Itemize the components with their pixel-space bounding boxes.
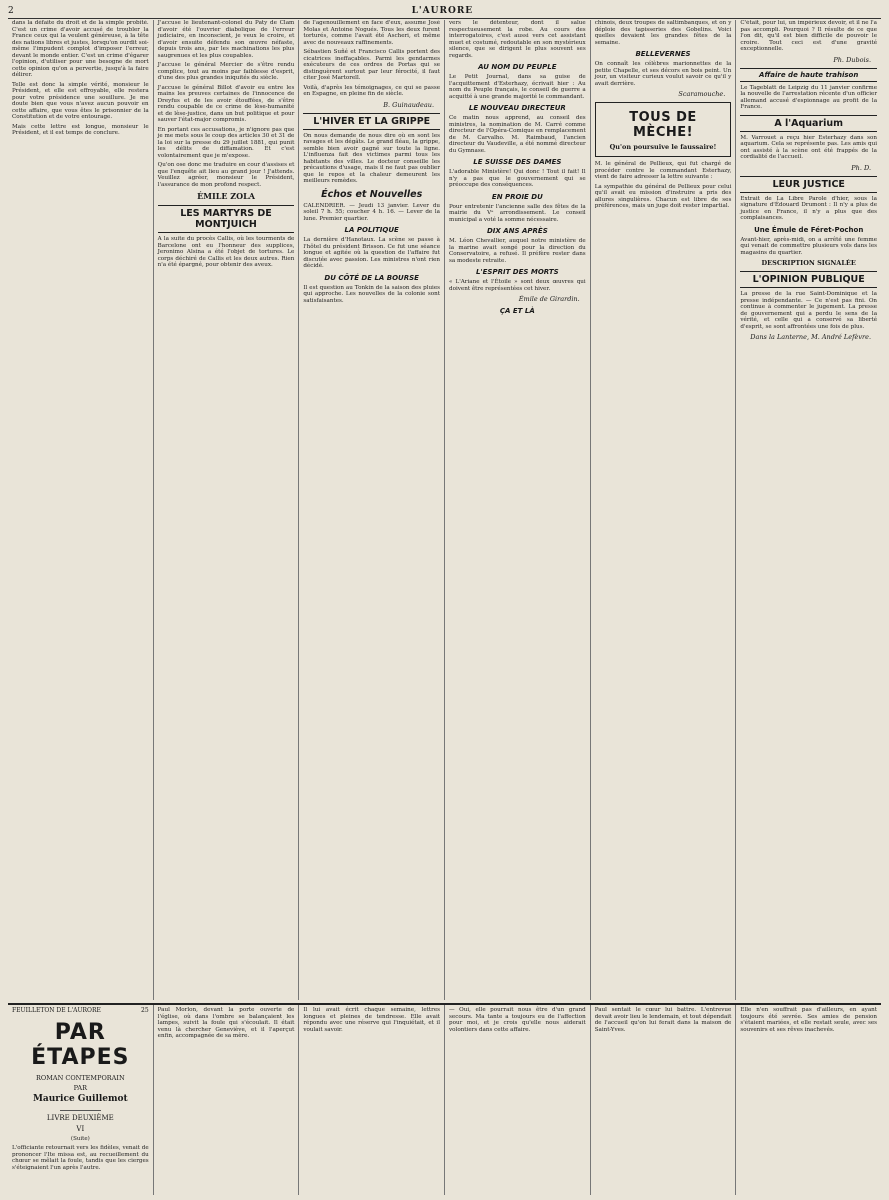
headline-box [595, 102, 732, 157]
column-6 [736, 20, 881, 1000]
feuilleton-column [445, 1005, 591, 1195]
paragraph: Il est question au Tonkin de la saison des pluies qui approche. Les nouvelles de la colonie sont satisfaisantes. [303, 284, 441, 304]
subsection-heading: L'ESPRIT DES MORTS [476, 268, 559, 276]
signature: B. Guinaudeau. [383, 100, 435, 109]
paragraph: La dernière d'Hanotaux. La scène se passe à l'hôtel du président Brisson. Ce fut une séance longue et agitée où la question de l'affaire fut discutée avec passion. Les ministres n'ont rien décidé. [303, 237, 441, 269]
novel-subtitle: ROMAN CONTEMPORAIN [36, 1074, 125, 1082]
divider [60, 1110, 101, 1111]
novel-author: Maurice Guillemot [32, 1094, 128, 1104]
feuilleton-title-column [8, 1005, 154, 1195]
paragraph: M. le général de Pellieux, qui fut chargé de procéder contre le commandant Esterhazy, vient de faire adresser la lettre suivante : [594, 161, 732, 180]
paragraph: vers le détenteur, dont il salue respectueusement la robe. Au cours des interrogatoires, c'est aussi vers cet assistant muet et costumé, redoutable en son mystérieux silence, que se dirigent le plus souvent ses regards. [449, 20, 586, 59]
subsection-heading: AU NOM DU PEUPLE [478, 63, 557, 71]
novel-title: PAR ÉTAPES [31, 1020, 130, 1070]
subsection-heading: Affaire de haute trahison [740, 68, 877, 82]
paragraph: Le Petit Journal, dans sa guise de l'acquittement d'Esterhazy, écrivait hier : Au nom du Peuple français, le conseil de guerre a acquitté à une grande majorité le commandant. [449, 74, 586, 100]
book-label: LIVRE DEUXIÈME [46, 1114, 114, 1122]
section-heading: L'OPINION PUBLIQUE [740, 271, 877, 288]
paragraph: J'accuse le lieutenant-colonel du Paty de Clam d'avoir été l'ouvrier diabolique de l'erreur judiciaire, en inconscient, je veux le croire, et d'avoir ensuite défendu son œuvre néfaste, depuis trois ans, par les machinations les plus saugrenues et les plus coupables. [157, 20, 295, 59]
feuilleton-section [8, 1003, 881, 1195]
feuilleton-column [736, 1005, 881, 1195]
section-heading: Échos et Nouvelles [321, 188, 423, 200]
novel-par: PAR [73, 1084, 88, 1092]
paragraph: J'accuse le général Mercier de s'être rendu complice, tout au moins par faiblesse d'esprit, d'une des plus grandes iniquités du siècle. [157, 62, 295, 81]
column-5 [591, 20, 737, 1000]
subsection-heading: ÇA ET LÀ [499, 307, 535, 315]
column-4 [445, 20, 591, 1000]
page-header [8, 4, 881, 19]
subsection-heading: LE SUISSE DES DAMES [473, 158, 562, 166]
paragraph: L'adorable Ministère! Qui donc ! Tout il fait! Il n'y a pas que le gouvernement qui se préoccupe des conséquences. [449, 169, 586, 188]
section-heading: A l'Aquarium [740, 115, 877, 132]
paragraph: On nous demande de nous dire où en sont les ravages et les dégâts. Le grand fléau, la grippe, semble bien avoir gagné sur toute la ligne. L'influenza fait des victimes parmi tous les habitants des villes. Le docteur conseille les précautions d'usage, mais il ne faut pas oublier que le repos et la chaleur demeurent les meilleurs remèdes. [303, 132, 441, 184]
section-heading: LES MARTYRS DE MONTJUICH [158, 205, 295, 233]
paragraph: Avant-hier, après-midi, on a arrêté une femme qui venait de commettre plusieurs vols dans les magasins du quartier. [740, 236, 878, 256]
feuilleton-column [299, 1005, 445, 1195]
paragraph: de l'agenouillement en face d'eux, assume José Molas et Antoine Nogués. Tous les deux furent torturés, comme l'avait été Ascheri, et même avec de nouveaux raffinements. [303, 20, 441, 46]
feuilleton-name: FEUILLETON DE L'AURORE [12, 1007, 101, 1014]
paragraph: Paul sentait le cœur lui battre. L'entrevue devait avoir lieu le lendemain, et tout dépendait de l'accueil qu'on lui ferait dans la maison de Saint-Yves. [594, 1007, 732, 1033]
signature: Émile de Girardin. [518, 295, 580, 303]
section-heading: L'HIVER ET LA GRIPPE [303, 113, 440, 130]
paragraph: Pour entretenir l'ancienne salle des fêtes de la mairie du Vᵉ arrondissement. Le conseil municipal a voté la somme nécessaire. [449, 203, 586, 223]
feuilleton-column [154, 1005, 300, 1195]
paragraph: M. Léon Chevallier, auquel notre ministère de la marine avait songé pour la direction du Conservatoire, a refusé. Il préfère rester dans sa modeste retraite. [449, 238, 586, 264]
headline-subtitle: Qu'on poursuive le faussaire! [609, 143, 717, 151]
paragraph: chinois, deux troupes de saltimbanques, et on y déploie des tapisseries des Gobelins. Voici quelles devaient les grandes fêtes de la semaine. [594, 20, 732, 46]
section-heading: Une Émule de Féret-Pochon [754, 225, 864, 234]
chapter-number: VI [76, 1125, 85, 1133]
paragraph: L'officiante retournait vers les fidèles, venait de prononcer l'Ite missa est, au recueillement du chœur se mêlait la foule, tandis que les cierges s'éteignaient l'un après l'autre. [12, 1145, 149, 1171]
paragraph: C'était, pour lui, un impérieux devoir, et il ne l'a pas accompli. Pourquoi ? Il résulte de ce que l'on dit, qu'il est bien difficile de pouvoir le croire. Tout ceci est d'une gravité exceptionnelle. [740, 20, 878, 52]
masthead: L'AURORE [411, 6, 474, 16]
paragraph: Il lui avait écrit chaque semaine, lettres longues et pleines de tendresse. Elle avait répondu avec une réserve qui l'inquiétait, et il voulait savoir. [303, 1007, 441, 1033]
paragraph: En portant ces accusations, je n'ignore pas que je me mets sous le coup des articles 30 et 31 de la loi sur la presse du 29 juillet 1881, qui punit les délits de diffamation. Et c'est volontairement que je m'expose. [157, 126, 295, 159]
signature: Scaramouche. [678, 90, 726, 98]
signature: Ph. Dubois. [833, 55, 872, 64]
paragraph: CALENDRIER. — Jeudi 13 janvier. Lever du soleil 7 h. 55; coucher 4 h. 16. — Lever de la lune. Premier quartier. [303, 202, 441, 222]
paragraph: — Oui, elle pourrait nous être d'un grand secours. Ma tante a toujours eu de l'affection pour moi, et je crois qu'elle nous aiderait volontiers dans cette affaire. [449, 1007, 586, 1033]
subheading: DESCRIPTION SIGNALÉE [761, 259, 856, 267]
paragraph: Paul Morlon, devant la porte ouverte de l'église, où dans l'ombre se balançaient les lampes, suivit la foule qui s'écoulait. Il était venu là chercher Geneviève, et il l'aperçut enfin, accompagnée de sa mère. [157, 1007, 295, 1039]
paragraph: Telle est donc la simple vérité, monsieur le Président, et elle est effroyable, elle restera pour votre présidence une souillure. Je me doute bien que vous n'avez aucun pouvoir en cette affaire, que vous êtes le prisonnier de la Constitution et de votre entourage. [12, 81, 149, 120]
paragraph: « L'Ariane et l'Étoile » sont deux œuvres qui doivent être représentées cet hiver. [449, 279, 586, 292]
subsection-heading: BELLEVERNES [635, 50, 691, 58]
column-2 [154, 20, 300, 1000]
paragraph: On connaît les célèbres marionnettes de la petite Chapelle, et ses décors en bois peint. Un jour, un visiteur curieux voulut savoir ce qu'il y avait derrière. [594, 61, 732, 87]
subsection-heading: DU CÔTÉ DE LA BOURSE [324, 273, 419, 282]
paragraph: Sébastien Suñé et Francisco Callis portent des cicatrices ineffaçables. Parmi les gendarmes exécuteurs de ces ordres de Portas qui se distinguèrent surtout par leur férocité, il faut citer José Martorell. [303, 49, 441, 81]
column-1 [8, 20, 154, 1000]
paragraph: M. Varrouet a reçu hier Esterhazy dans son aquarium. Cela se représente pas. Les amis qui ont assisté à la scène ont été frappés de la cordialité de l'accueil. [740, 134, 878, 160]
paragraph: Le Tageblatt de Leipzig du 11 janvier confirme la nouvelle de l'arrestation récente d'un officier allemand accusé d'espionnage au profit de la France. [740, 84, 878, 110]
signature: Dans la Lanterne, M. André Lefèvre. [750, 333, 872, 341]
paragraph: J'accuse le général Billot d'avoir eu entre les mains les preuves certaines de l'innocence de Dreyfus et de les avoir étouffées, de s'être rendu coupable de ce crime de lèse-humanité et de lèse-justice, dans un but politique et pour sauver l'état-major compromis. [157, 84, 295, 123]
feuilleton-label [12, 1007, 149, 1014]
paragraph: dans la défaite du droit et de la simple probité. C'est un crime d'avoir accusé de troubler la France ceux qui la veulent généreuse, à la tête des nations libres et justes, lorsqu'on ourdit soi-même l'impudent complot d'imposer l'erreur, devant le monde entier. C'est un crime d'égarer l'opinion, d'utiliser pour une besogne de mort cette opinion qu'on a pervertie, jusqu'à la faire délirer. [12, 20, 149, 78]
paragraph: Mais cette lettre est longue, monsieur le Président, et il est temps de conclure. [12, 123, 149, 136]
suite-label: (Suite) [70, 1136, 90, 1142]
subsection-heading: LE NOUVEAU DIRECTEUR [468, 104, 566, 112]
feuilleton-number: 25 [141, 1007, 149, 1014]
subsection-heading: DIX ANS APRÈS [486, 227, 548, 235]
paragraph: Elle n'en souffrait pas d'ailleurs, en ayant toujours été sevrée. Ses amies de pension s'étaient mariées, et elle restait seule, avec ses souvenirs et ses rêves inachevés. [740, 1007, 878, 1033]
page-number: 2 [8, 6, 14, 16]
signature-zola: ÉMILE ZOLA [197, 191, 255, 201]
headline: TOUS DE MÈCHE! [629, 110, 697, 140]
signature: Ph. D. [851, 163, 872, 172]
paragraph: Extrait de La Libre Parole d'hier, sous la signature d'Édouard Drumont : Il n'y a plus de justice en France, il n'y a plus que des complaisances. [740, 195, 878, 221]
subsection-heading: LA POLITIQUE [344, 226, 399, 234]
subsection-heading: EN PROIE DU [491, 192, 543, 201]
paragraph: Voilà, d'après les témoignages, ce qui se passe en Espagne, en pleine fin de siècle. [303, 84, 441, 97]
feuilleton-column [591, 1005, 737, 1195]
paragraph: Ce matin nous apprend, au conseil des ministres, la nomination de M. Carré comme directeur de l'Opéra-Comique en remplacement de M. Carvalho. M. Raimbaud, l'ancien directeur du Vaudeville, a été nommé directeur du Gymnase. [449, 115, 586, 154]
paragraph: A la suite du procès Callis, où les tourments de Barcelone ont eu l'honneur des supplices, Jeronimo Alsina a été l'objet de tortures. Le corps déchiré de Callis et les deux autres. Rien n'a été épargné, pour obtenir des aveux. [157, 236, 295, 268]
paragraph: La presse de la rue Saint-Dominique et la presse indépendante. — Ce n'est pas fini. On continue à commenter le jugement. La presse de gouvernement qui a perdu le sens de la vérité, et celle qui a conservé sa liberté d'esprit, se sont affrontées une fois de plus. [740, 291, 878, 330]
paragraph: Qu'on ose donc me traduire en cour d'assises et que l'enquête ait lieu au grand jour ! J'attends. Veuillez agréer, monsieur le Président, l'assurance de mon profond respect. [157, 162, 295, 188]
column-3 [299, 20, 445, 1000]
paragraph: La sympathie du général de Pellieux pour celui qu'il avait eu mission d'instruire a pris des allures singulières. Chacun est libre de ses préférences, mais un juge doit rester impartial. [594, 183, 732, 209]
section-heading: LEUR JUSTICE [740, 176, 877, 193]
upper-columns [8, 20, 881, 1000]
